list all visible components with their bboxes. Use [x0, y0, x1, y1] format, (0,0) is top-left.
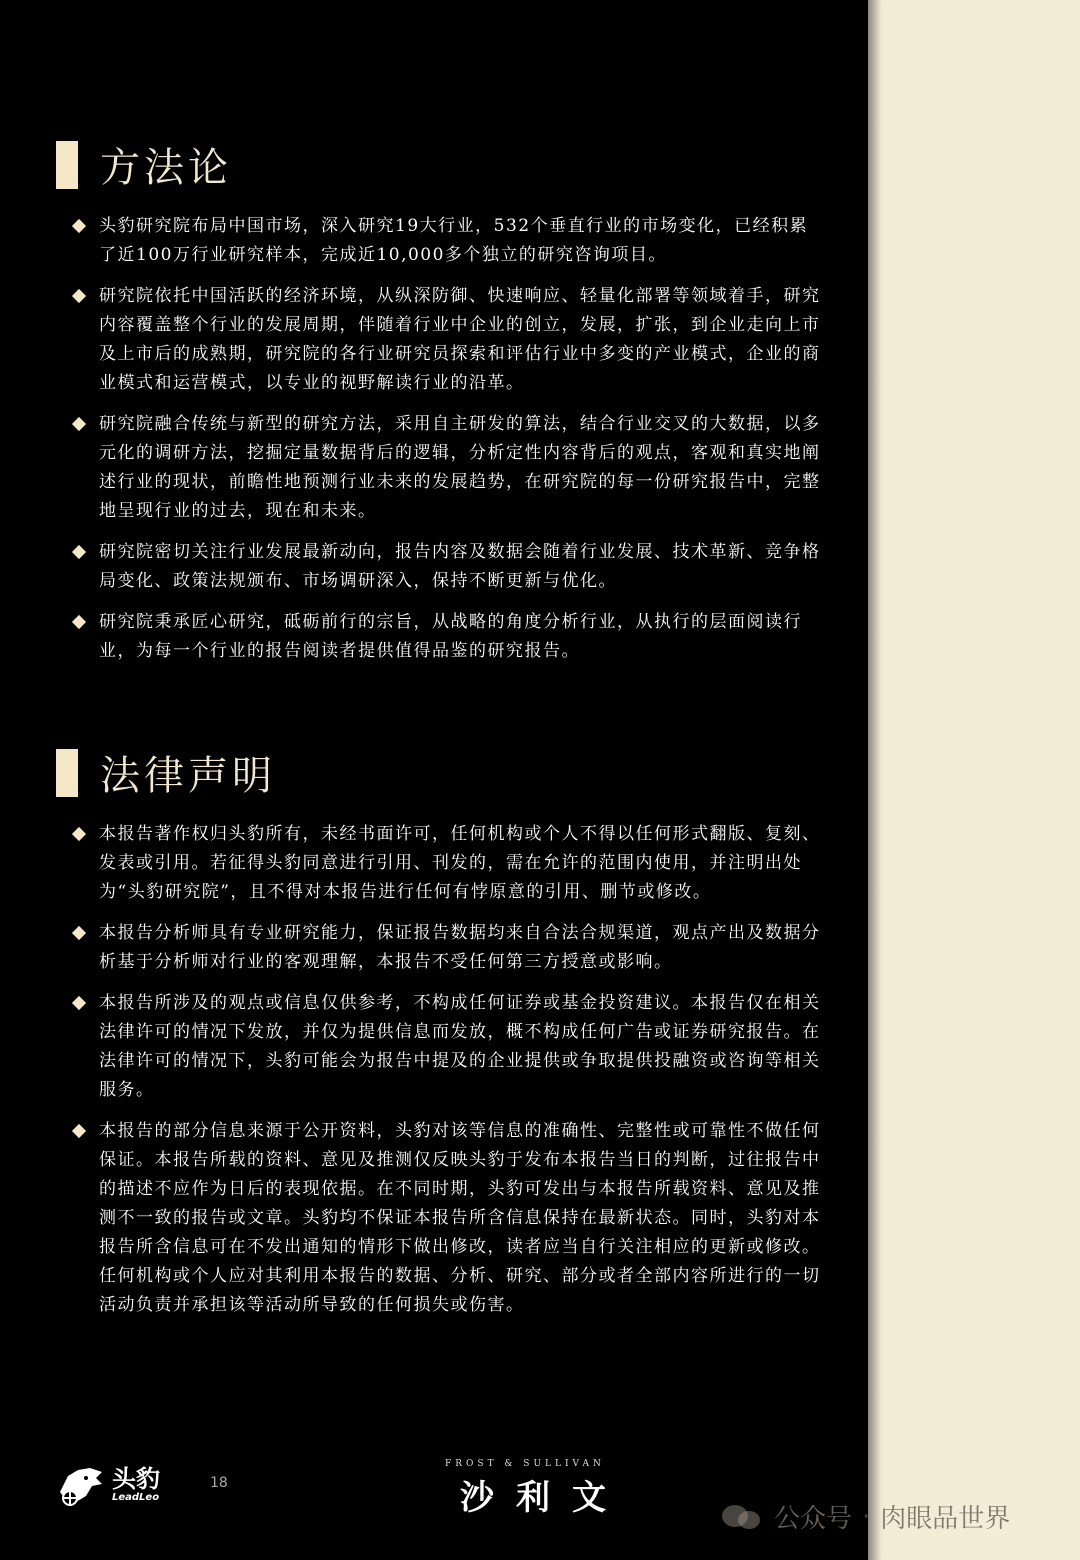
list-item-text: 本报告著作权归头豹所有，未经书面许可，任何机构或个人不得以任何形式翻版、复刻、发表或引用。若征得头豹同意进行引用、刊发的，需在允许的范围内使用，并注明出处为“头豹研究院”，且不得对本报告进行任何有悖原意的引用、删节或修改。	[99, 824, 821, 902]
partner-logo-cn: 沙利文	[460, 1478, 628, 1518]
diamond-bullet-icon	[72, 219, 86, 233]
list-item	[72, 538, 822, 596]
list-item	[72, 919, 822, 977]
list-item	[72, 820, 822, 907]
legal-list	[72, 820, 822, 1332]
watermark-separator: ·	[862, 1501, 871, 1532]
list-item	[72, 282, 822, 398]
list-item-text: 本报告分析师具有专业研究能力，保证报告数据均来自合法合规渠道，观点产出及数据分析基于分析师对行业的客观理解，本报告不受任何第三方授意或影响。	[99, 923, 821, 972]
diamond-bullet-icon	[72, 545, 86, 559]
section-title: 法律声明	[100, 753, 276, 799]
methodology-list	[72, 212, 822, 678]
wechat-icon	[722, 1501, 764, 1533]
diamond-bullet-icon	[72, 615, 86, 629]
list-item	[72, 212, 822, 270]
leadleo-logo	[56, 1462, 160, 1508]
watermark-prefix: 公众号	[774, 1504, 853, 1534]
page-number: 18	[210, 1475, 228, 1491]
wechat-watermark	[722, 1498, 1010, 1535]
list-item-text: 研究院融合传统与新型的研究方法，采用自主研发的算法，结合行业交叉的大数据，以多元化的调研方法，挖掘定量数据背后的逻辑，分析定性内容背后的观点，客观和真实地阐述行业的现状，前瞻性地预测行业未来的发展趋势，在研究院的每一份研究报告中，完整地呈现行业的过去，现在和未来。	[99, 414, 821, 521]
watermark-name: 肉眼品世界	[880, 1504, 1011, 1534]
list-item-text: 研究院秉承匠心研究，砥砺前行的宗旨，从战略的角度分析行业，从执行的层面阅读行业，为每一个行业的报告阅读者提供值得品鉴的研究报告。	[99, 612, 802, 661]
section-header-legal	[56, 744, 276, 801]
list-item-text: 头豹研究院布局中国市场，深入研究19大行业，532个垂直行业的市场变化，已经积累了近100万行业研究样本，完成近10,000多个独立的研究咨询项目。	[99, 216, 809, 265]
section-header-methodology	[56, 136, 232, 193]
partner-logo-en: FROST & SULLIVAN	[445, 1459, 605, 1469]
diamond-bullet-icon	[72, 417, 86, 431]
section-title: 方法论	[100, 145, 232, 191]
list-item	[72, 608, 822, 666]
list-item-text: 研究院依托中国活跃的经济环境，从纵深防御、快速响应、轻量化部署等领域着手，研究内容覆盖整个行业的发展周期，伴随着行业中企业的创立，发展，扩张，到企业走向上市及上市后的成熟期，研究院的各行业研究员探索和评估行业中多变的产业模式，企业的商业模式和运营模式，以专业的视野解读行业的沿革。	[99, 286, 821, 393]
logo-en-text: LeadLeo	[112, 1492, 160, 1503]
section-marker	[56, 749, 78, 797]
diamond-bullet-icon	[72, 1124, 86, 1138]
diamond-bullet-icon	[72, 827, 86, 841]
page-edge-shadow	[868, 0, 882, 1560]
section-marker	[56, 141, 78, 189]
diamond-bullet-icon	[72, 289, 86, 303]
list-item-text: 本报告所涉及的观点或信息仅供参考，不构成任何证券或基金投资建议。本报告仅在相关法律许可的情况下发放，并仅为提供信息而发放，概不构成任何广告或证券研究报告。在法律许可的情况下，头豹可能会为报告中提及的企业提供或争取提供投融资或咨询等相关服务。	[99, 993, 821, 1100]
list-item	[72, 1117, 822, 1320]
diamond-bullet-icon	[72, 926, 86, 940]
list-item-text: 研究院密切关注行业发展最新动向，报告内容及数据会随着行业发展、技术革新、竞争格局变化、政策法规颁布、市场调研深入，保持不断更新与优化。	[99, 542, 821, 591]
list-item	[72, 410, 822, 526]
leopard-logo-icon	[56, 1462, 106, 1508]
list-item	[72, 989, 822, 1105]
diamond-bullet-icon	[72, 996, 86, 1010]
list-item-text: 本报告的部分信息来源于公开资料，头豹对该等信息的准确性、完整性或可靠性不做任何保证。本报告所载的资料、意见及推测仅反映头豹于发布本报告当日的判断，过往报告中的描述不应作为日后的表现依据。在不同时期，头豹可发出与本报告所载资料、意见及推测不一致的报告或文章。头豹均不保证本报告所含信息保持在最新状态。同时，头豹对本报告所含信息可在不发出通知的情形下做出修改，读者应当自行关注相应的更新或修改。任何机构或个人应对其利用本报告的数据、分析、研究、部分或者全部内容所进行的一切活动负责并承担该等活动所导致的任何损失或伤害。	[99, 1121, 821, 1315]
logo-cn-text: 头豹	[112, 1465, 160, 1493]
